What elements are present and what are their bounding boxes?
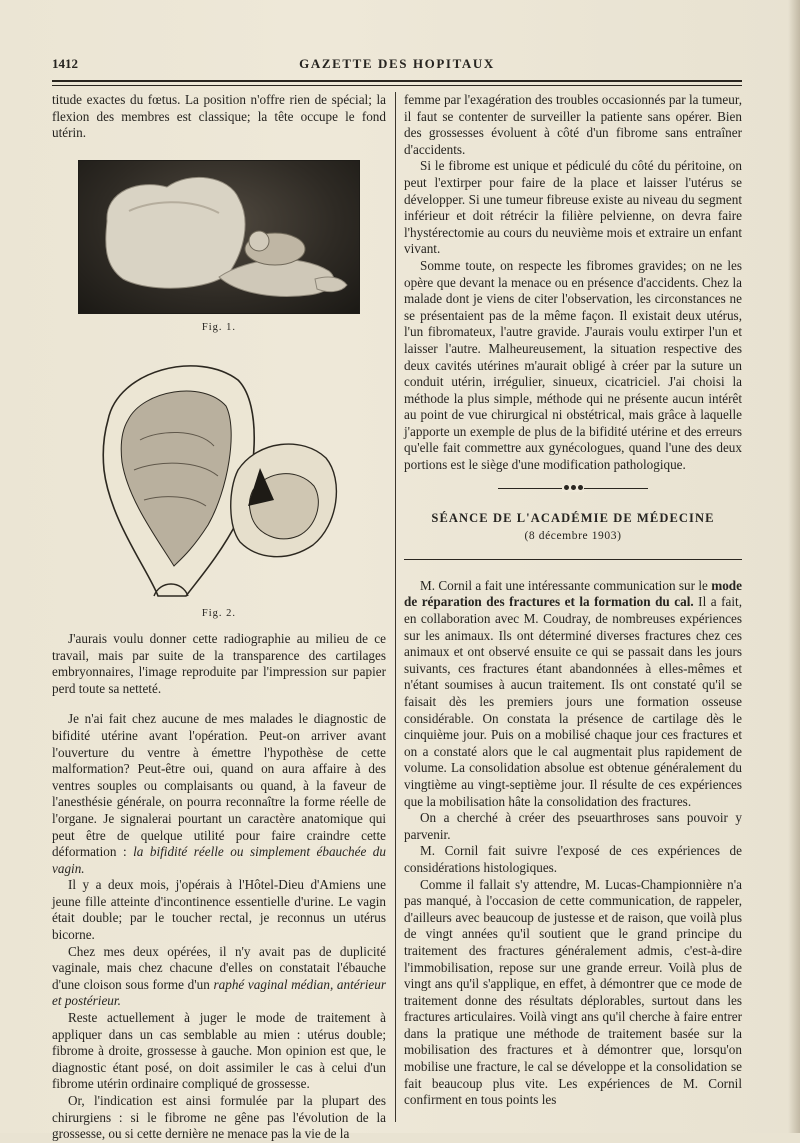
paragraph-cornil-body: Il a fait, en collaboration avec M. Coudray, de nombreuses expériences sur les animaux. Ils ont déterminé diverses fractures chez ces animaux et ont observé ensuite ce qui se passait dans les jours suivants, ces fractures étant abandonnées à elles-mêmes et n'étant soumises à aucun traitement. Ils ont constaté qu'il se faisait dès les premiers jours une formation osseuse considérable. On constata la présence de cartilage dès le cinquième jour. Puis on a mobilisé chaque jour ces fractures et on a constaté alors que le cal augmentait plus rapidement de volume. La consolidation absolue est obtenue généralement du vingtième au vingt-septième jour. Il résulte de ces expériences que la mobilisation hâte la consolidation des fractures. bbox=[404, 594, 742, 809]
paragraph-cornil-bold: mode de réparation des fractures et la formation du cal. bbox=[404, 577, 742, 610]
column-separator bbox=[395, 92, 396, 1122]
section-ornament bbox=[498, 486, 648, 492]
paragraph-fibrome-unique: Si le fibrome est unique et pédiculé du côté du péritoine, on peut l'extirper pour faire de la place et laisser l'utérus se développer. Si une tumeur fibreuse existe au niveau du segment inférieur et doit rétrécir la filière pelvienne, on devra faire l'hystérectomie au cours du neuvième mois et extraire un enfant vivant. bbox=[404, 158, 742, 257]
figure-2-image bbox=[88, 350, 358, 600]
paragraph-intro: titude exactes du fœtus. La position n'offre rien de spécial; la flexion des membres est classique; la tête occupe le fond utérin. bbox=[52, 92, 386, 141]
page-header bbox=[52, 56, 742, 76]
paragraph-cornil-intro: M. Cornil a fait une intéressante communication sur le bbox=[420, 577, 712, 593]
paragraph-operees-italic: raphé vaginal médian, antérieur et postérieur. bbox=[52, 976, 386, 1009]
page-edge-shadow bbox=[788, 0, 800, 1133]
paragraph-hotel-dieu: Il y a deux mois, j'opérais à l'Hôtel-Dieu d'Amiens une jeune fille atteinte d'incontinence essentielle d'urine. Le vagin était double; par le toucher rectal, je reconnus un utérus bicorne. bbox=[52, 877, 386, 943]
header-rule-thick bbox=[52, 80, 742, 82]
section-date: (8 décembre 1903) bbox=[524, 530, 622, 543]
figure-1-image bbox=[79, 161, 359, 313]
figure-1-caption: Fig. 1. bbox=[201, 321, 237, 333]
paragraph-operees-text: Chez mes deux opérées, il n'y avait pas de duplicité vaginale, mais chez chacune d'elles on constatait l'ébauche d'une cloison sous forme d'un bbox=[52, 943, 386, 992]
paragraph-diagnostic-italic: la bifidité réelle ou simplement ébauchée du vagin. bbox=[52, 844, 386, 876]
paragraph-radiographie: J'aurais voulu donner cette radiographie au milieu de ce travail, mais par suite de la transparence des cartilages embryonnaires, l'image reproduite par l'impression sur papier perd toute sa netteté. bbox=[52, 630, 386, 696]
paragraph-cornil bbox=[404, 578, 742, 810]
section-title: SÉANCE DE L'ACADÉMIE DE MÉDECINE bbox=[431, 510, 715, 525]
paragraph-pseudarthroses: On a cherché à créer des pseuarthroses sans pouvoir y parvenir. bbox=[404, 810, 742, 842]
paragraph-indication: Or, l'indication est ainsi formulée par la plupart des chirurgiens : si le fibrome ne gêne pas l'évolution de la grossesse, ou si cette dernière ne menace pas la vie de la bbox=[52, 1093, 386, 1142]
header-rule-thin bbox=[52, 85, 742, 86]
paragraph-histologiques: M. Cornil fait suivre l'exposé de ces expériences de considérations histologiques. bbox=[404, 843, 742, 875]
figure-2-caption: Fig. 2. bbox=[201, 608, 237, 620]
right-column bbox=[404, 92, 742, 1109]
paragraph-diagnostic bbox=[52, 711, 386, 877]
paragraph-diagnostic-text: Je n'ai fait chez aucune de mes malades le diagnostic de bifidité utérine avant l'opération. Peut-on arriver avant l'ouverture du ventre à émettre l'hypothèse de cette malformation? Peut-être oui, quand on aura affaire à des ventres souples ou complaisants ou quand, à la faveur de l'anesthésie générale, on pourra reconnaître la forme réelle de l'organe. Je signalerai pourtant un caractère anatomique qui peut être de quelque utilité pour faire craindre cette déformation : bbox=[52, 711, 386, 860]
paragraph-operees bbox=[52, 944, 386, 1010]
paragraph-femme: femme par l'exagération des troubles occasionnés par la tumeur, il faut se contenter de surveiller la patiente sans opérer. Bien des grossesses évoluent à côté d'un fibrome sans entraîner d'accidents. bbox=[404, 92, 742, 157]
figure-1-photograph bbox=[78, 160, 360, 314]
left-column bbox=[52, 92, 386, 1143]
figure-2-drawing bbox=[88, 350, 358, 600]
journal-title: GAZETTE DES HOPITAUX bbox=[299, 56, 495, 71]
paragraph-traitement: Reste actuellement à juger le mode de traitement à appliquer dans un cas semblable au mien : utérus double; fibrome à droite, grossesse à gauche. Mon opinion est que, le diagnostic étant posé, on doit assimiler le cas à celui d'un fibrome utérin ordinaire compliqué de grossesse. bbox=[52, 1010, 386, 1092]
section-rule bbox=[404, 559, 742, 560]
paragraph-lucas-championniere: Comme il fallait s'y attendre, M. Lucas-Championnière n'a pas manqué, à l'occasion de cette communication, de rappeler, d'ailleurs avec beaucoup de justesse et de raison, que voilà plus de vingt années qu'il soutient que le grand principe du traitement des fractures généralement admis, c'est-à-dire l'immobilisation, repose sur une grande erreur. Voilà plus de vingt ans qu'il s'applique, en effet, à démontrer que ce mode de traitement donne des résultats déplorables, surtout dans les fractures articulaires. Voilà vingt ans qu'il cherche à faire entrer dans la pratique une méthode de traitement basée sur la mobilisation des fractures et à démontrer que, lorsqu'on mobilise une fracture, le cal se développe et la consolidation se fait beaucoup plus vite. Les expériences de M. Cornil confirment en tous points les bbox=[404, 876, 742, 1108]
page-number: 1412 bbox=[52, 56, 78, 71]
paragraph-somme-toute: Somme toute, on respecte les fibromes gravides; on ne les opère que devant la menace ou en présence d'accidents. Chez la malade dont je viens de citer l'observation, les circonstances ne se présentaient pas de la même façon. Il existait deux utérus, l'un fibromateux, l'autre gravide. J'aurais voulu extirper l'un et laisser l'autre. Malheureusement, la situation respective des deux cavités utérines m'aurait obligé à créer par la suture un conduit utérin, irrégulier, sinueux, cicatriciel. J'ai choisi la méthode la plus simple, méthode qui ne présente aucun intérêt au point de vue chirurgical ni obstétrical, mais grâce à laquelle j'apporte un exemple de plus de la bifidité utérine et des erreurs qu'elle fait commettre aux gynécologues, quand l'une des deux portions est le siège d'une modification pathologique. bbox=[404, 257, 742, 473]
